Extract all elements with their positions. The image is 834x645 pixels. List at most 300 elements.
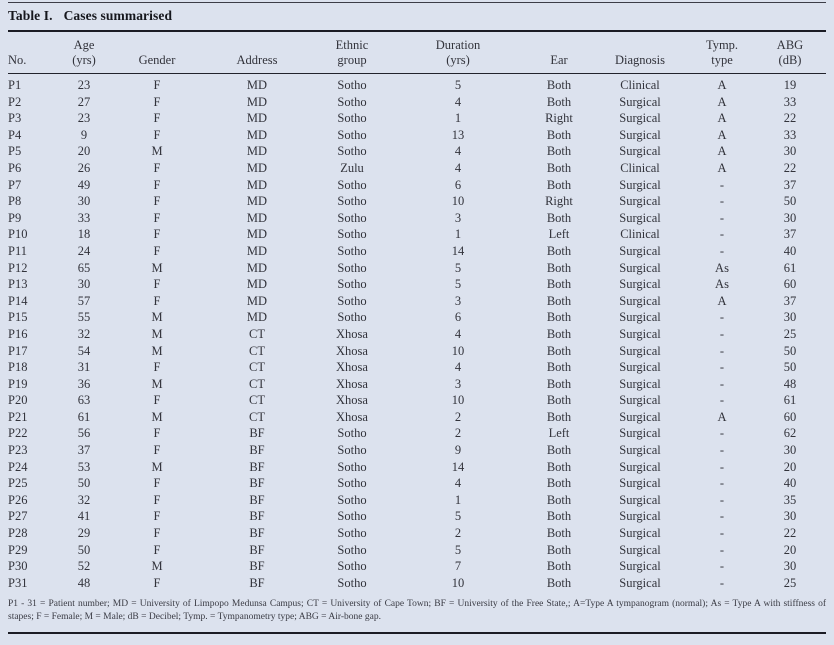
table-cell: CT — [249, 409, 265, 424]
table-cell: - — [719, 492, 725, 507]
table-cell: 41 — [77, 509, 91, 524]
table-cell: CT — [249, 376, 265, 391]
table-cell: 2 — [454, 526, 462, 541]
table-cell: 36 — [77, 376, 91, 391]
table-cell: Sotho — [337, 293, 367, 308]
table-cell: F — [153, 509, 161, 524]
table-cell: 14 — [451, 243, 465, 258]
table-row — [8, 525, 826, 542]
table-cell: 63 — [77, 393, 91, 408]
table-cell: A — [717, 111, 727, 126]
table-cell: F — [153, 78, 161, 92]
table-cell: MD — [246, 127, 268, 142]
table-cell: - — [719, 310, 725, 325]
table-cell: 30 — [783, 210, 797, 225]
column-header — [8, 32, 52, 74]
table-cell: F — [153, 94, 161, 109]
table-row — [8, 492, 826, 509]
table-cell: Sotho — [337, 526, 367, 541]
table-cell: P19 — [8, 376, 28, 391]
table-cell: Sotho — [337, 443, 367, 458]
table-cell: MD — [246, 293, 268, 308]
table-cell: Both — [546, 542, 572, 557]
table-cell: 50 — [783, 194, 797, 209]
table-cell: P8 — [8, 194, 22, 209]
table-cell: BF — [249, 509, 265, 524]
table-cell: Sotho — [337, 310, 367, 325]
table-row — [8, 409, 826, 426]
table-cell: F — [153, 194, 161, 209]
table-cell: Surgical — [619, 293, 661, 308]
table-cell: 2 — [454, 426, 462, 441]
table-cell: M — [151, 144, 163, 159]
column-header — [116, 32, 198, 74]
table-cell: F — [153, 127, 161, 142]
table-cell: A — [717, 144, 727, 159]
table-cell: 5 — [454, 260, 462, 275]
table-cell: Surgical — [619, 111, 661, 126]
table-cell: 6 — [454, 177, 462, 192]
table-cell: 6 — [454, 310, 462, 325]
table-cell: - — [719, 177, 725, 192]
table-cell: Sotho — [337, 575, 367, 590]
column-header — [198, 32, 316, 74]
table-cell: Left — [548, 426, 570, 441]
table-cell: Left — [548, 227, 570, 242]
table-cell: Sotho — [337, 177, 367, 192]
table-cell: BF — [249, 492, 265, 507]
table-cell: Sotho — [337, 144, 367, 159]
table-cell: 57 — [77, 293, 91, 308]
table-cell: Both — [546, 293, 572, 308]
table-row — [8, 110, 826, 127]
column-header-line2: (dB) — [778, 52, 802, 67]
table-cell: Sotho — [337, 426, 367, 441]
table-cell: M — [151, 459, 163, 474]
table-cell: P20 — [8, 393, 28, 408]
table-cell: - — [719, 343, 725, 358]
table-cell: MD — [246, 160, 268, 175]
table-cell: 48 — [77, 575, 91, 590]
table-cell: Sotho — [337, 559, 367, 574]
table-cell: Surgical — [619, 127, 661, 142]
table-cell: Surgical — [619, 409, 661, 424]
column-header-line1: ABG — [776, 38, 804, 52]
table-cell: 48 — [783, 376, 797, 391]
table-cell: 50 — [783, 343, 797, 358]
table-row — [8, 425, 826, 442]
table-cell: MD — [246, 194, 268, 209]
table-cell: 31 — [77, 360, 91, 375]
table-cell: 62 — [783, 426, 797, 441]
table-cell: 19 — [783, 78, 797, 92]
table-cell: 4 — [454, 94, 462, 109]
table-cell: 35 — [783, 492, 797, 507]
table-cell: - — [719, 393, 725, 408]
table-footnote: P1 - 31 = Patient number; MD = University of Limpopo Medunsa Campus; CT = University of Cape Town; BF = University of the Free State,; A=Type A tympanogram (normal); As = Type A with stiffness of stapes; F = Female; M = Male; dB = Decibel; Tymp. = Tympanometry type; ABG = Air-bone gap. — [8, 599, 826, 622]
cases-table — [8, 32, 826, 591]
table-cell: 5 — [454, 78, 462, 92]
table-cell: BF — [249, 559, 265, 574]
table-cell: 4 — [454, 160, 462, 175]
table-cell: F — [153, 277, 161, 292]
table-cell: Surgical — [619, 526, 661, 541]
table-row — [8, 558, 826, 575]
table-cell: Surgical — [619, 260, 661, 275]
table-cell: 5 — [454, 277, 462, 292]
table-cell: BF — [249, 542, 265, 557]
table-cell: Both — [546, 393, 572, 408]
table-cell: A — [717, 409, 727, 424]
table-cell: Surgical — [619, 492, 661, 507]
table-cell: 4 — [454, 476, 462, 491]
table-cell: - — [719, 210, 725, 225]
table-cell: Sotho — [337, 210, 367, 225]
table-row — [8, 442, 826, 459]
table-cell: 40 — [783, 243, 797, 258]
table-cell: 22 — [783, 111, 797, 126]
table-cell: 49 — [77, 177, 91, 192]
table-cell: Sotho — [337, 459, 367, 474]
table-cell: F — [153, 210, 161, 225]
table-cell: - — [719, 509, 725, 524]
table-cell: M — [151, 326, 163, 341]
table-cell: 30 — [783, 310, 797, 325]
table-cell: 33 — [783, 127, 797, 142]
table-cell: - — [719, 459, 725, 474]
table-cell: Right — [545, 194, 573, 209]
table-cell: 25 — [783, 326, 797, 341]
table-cell: Both — [546, 343, 572, 358]
table-cell: BF — [249, 459, 265, 474]
table-cell: 30 — [783, 559, 797, 574]
table-cell: Surgical — [619, 575, 661, 590]
table-cell: P2 — [8, 94, 22, 109]
table-cell: MD — [246, 310, 268, 325]
table-cell: P12 — [8, 260, 28, 275]
column-header-line2: (yrs) — [72, 52, 96, 67]
table-cell: Surgical — [619, 376, 661, 391]
column-header-line2: Address — [236, 52, 278, 67]
table-cell: Sotho — [337, 227, 367, 242]
table-cell: Surgical — [619, 277, 661, 292]
column-header-line2: Gender — [138, 52, 176, 67]
table-cell: Sotho — [337, 476, 367, 491]
table-cell: Surgical — [619, 476, 661, 491]
table-cell: 37 — [783, 227, 797, 242]
table-cell: Both — [546, 127, 572, 142]
table-cell: Both — [546, 360, 572, 375]
table-cell: P27 — [8, 509, 28, 524]
table-cell: 30 — [783, 509, 797, 524]
table-row — [8, 459, 826, 476]
table-cell: P7 — [8, 177, 22, 192]
table-row — [8, 74, 826, 94]
table-cell: Surgical — [619, 443, 661, 458]
table-cell: 3 — [454, 376, 462, 391]
table-cell: 50 — [77, 542, 91, 557]
table-cell: Sotho — [337, 94, 367, 109]
table-cell: A — [717, 160, 727, 175]
table-row — [8, 243, 826, 260]
table-cell: - — [719, 243, 725, 258]
table-cell: BF — [249, 476, 265, 491]
table-cell: P15 — [8, 310, 28, 325]
table-cell: Sotho — [337, 243, 367, 258]
table-cell: 14 — [451, 459, 465, 474]
table-cell: 60 — [783, 277, 797, 292]
table-header — [8, 32, 826, 74]
table-cell: Surgical — [619, 310, 661, 325]
column-header-line2: (yrs) — [446, 52, 470, 67]
table-cell: P6 — [8, 160, 22, 175]
table-cell: P25 — [8, 476, 28, 491]
table-cell: Sotho — [337, 277, 367, 292]
table-cell: Sotho — [337, 194, 367, 209]
table-cell: 56 — [77, 426, 91, 441]
table-cell: 20 — [77, 144, 91, 159]
table-cell: - — [719, 559, 725, 574]
table-cell: P23 — [8, 443, 28, 458]
table-cell: Both — [546, 310, 572, 325]
table-cell: P4 — [8, 127, 22, 142]
table-cell: 61 — [783, 260, 797, 275]
column-header-line1: Age — [73, 38, 95, 52]
table-cell: M — [151, 260, 163, 275]
table-cell: 60 — [783, 409, 797, 424]
column-header-line1: Ethnic — [335, 38, 369, 52]
table-cell: BF — [249, 426, 265, 441]
table-cell: P13 — [8, 277, 28, 292]
table-cell: Both — [546, 459, 572, 474]
table-cell: Surgical — [619, 94, 661, 109]
table-cell: As — [715, 260, 729, 275]
table-cell: CT — [249, 360, 265, 375]
table-cell: Both — [546, 526, 572, 541]
table-cell: Sotho — [337, 111, 367, 126]
column-header — [316, 32, 388, 74]
table-cell: F — [153, 243, 161, 258]
table-cell: F — [153, 111, 161, 126]
table-cell: 61 — [783, 393, 797, 408]
table-cell: 23 — [77, 78, 91, 92]
table-cell: F — [153, 575, 161, 590]
table-cell: Surgical — [619, 243, 661, 258]
table-cell: A — [717, 94, 727, 109]
table-cell: F — [153, 160, 161, 175]
table-cell: MD — [246, 260, 268, 275]
table-cell: P18 — [8, 360, 28, 375]
table-cell: P10 — [8, 227, 28, 242]
table-cell: Surgical — [619, 393, 661, 408]
table-cell: 65 — [77, 260, 91, 275]
column-header — [528, 32, 590, 74]
table-cell: M — [151, 310, 163, 325]
table-cell: Both — [546, 326, 572, 341]
table-row — [8, 260, 826, 277]
table-cell: 20 — [783, 459, 797, 474]
table-row — [8, 575, 826, 592]
column-header-line1: Tymp. — [705, 38, 739, 52]
table-cell: Sotho — [337, 509, 367, 524]
table-cell: Both — [546, 443, 572, 458]
table-cell: P29 — [8, 542, 28, 557]
table-cell: Xhosa — [336, 409, 368, 424]
table-row — [8, 343, 826, 360]
table-cell: 53 — [77, 459, 91, 474]
table-cell: Surgical — [619, 426, 661, 441]
table-cell: MD — [246, 243, 268, 258]
table-cell: 30 — [783, 443, 797, 458]
table-cell: Surgical — [619, 542, 661, 557]
table-cell: 25 — [783, 575, 797, 590]
table-row — [8, 193, 826, 210]
table-cell: MD — [246, 277, 268, 292]
table-cell: Both — [546, 243, 572, 258]
table-row — [8, 177, 826, 194]
table-row — [8, 376, 826, 393]
column-header — [690, 32, 754, 74]
table-cell: Surgical — [619, 177, 661, 192]
table-cell: 22 — [783, 160, 797, 175]
table-cell: Clinical — [620, 78, 660, 92]
table-row — [8, 143, 826, 160]
table-cell: 32 — [77, 326, 91, 341]
table-title — [8, 3, 826, 30]
table-cell: 20 — [783, 542, 797, 557]
table-cell: 10 — [451, 343, 465, 358]
table-cell: 10 — [451, 575, 465, 590]
table-cell: F — [153, 542, 161, 557]
column-header-line1: Duration — [435, 38, 481, 52]
table-cell: Clinical — [620, 227, 660, 242]
table-cell: 37 — [77, 443, 91, 458]
table-cell: Xhosa — [336, 393, 368, 408]
table-cell: Surgical — [619, 144, 661, 159]
table-cell: Both — [546, 476, 572, 491]
table-cell: F — [153, 393, 161, 408]
table-cell: A — [717, 127, 727, 142]
table-cell: Both — [546, 575, 572, 590]
table-cell: Both — [546, 559, 572, 574]
column-header — [754, 32, 826, 74]
table-cell: 7 — [454, 559, 462, 574]
table-cell: Surgical — [619, 509, 661, 524]
table-cell: M — [151, 343, 163, 358]
column-header-line2: Ear — [550, 52, 568, 67]
table-cell: M — [151, 409, 163, 424]
table-cell: - — [719, 575, 725, 590]
table-cell: - — [719, 227, 725, 242]
table-cell: 29 — [77, 526, 91, 541]
table-cell: Both — [546, 376, 572, 391]
table-cell: 30 — [783, 144, 797, 159]
table-cell: Sotho — [337, 127, 367, 142]
table-cell: 55 — [77, 310, 91, 325]
table-cell: Sotho — [337, 260, 367, 275]
table-row — [8, 309, 826, 326]
table-cell: P28 — [8, 526, 28, 541]
table-row — [8, 542, 826, 559]
table-cell: - — [719, 542, 725, 557]
table-cell: BF — [249, 575, 265, 590]
table-cell: 27 — [77, 94, 91, 109]
table-cell: CT — [249, 343, 265, 358]
table-cell: 5 — [454, 509, 462, 524]
table-cell: P14 — [8, 293, 28, 308]
table-cell: Sotho — [337, 492, 367, 507]
table-row — [8, 127, 826, 144]
table-cell: M — [151, 559, 163, 574]
table-cell: P11 — [8, 243, 27, 258]
table-cell: 61 — [77, 409, 91, 424]
table-caption: Cases summarised — [63, 8, 173, 23]
table-row — [8, 210, 826, 227]
table-cell: - — [719, 326, 725, 341]
table-cell: CT — [249, 326, 265, 341]
table-cell: 40 — [783, 476, 797, 491]
table-cell: - — [719, 476, 725, 491]
table-cell: F — [153, 426, 161, 441]
table-cell: MD — [246, 227, 268, 242]
table-cell: - — [719, 376, 725, 391]
table-cell: 9 — [80, 127, 88, 142]
table-cell: 4 — [454, 360, 462, 375]
table-cell: P24 — [8, 459, 28, 474]
table-cell: P22 — [8, 426, 28, 441]
table-cell: 9 — [454, 443, 462, 458]
table-row — [8, 94, 826, 111]
table-row — [8, 508, 826, 525]
table-cell: F — [153, 492, 161, 507]
column-header — [388, 32, 528, 74]
table-header-row — [8, 32, 826, 74]
table-cell: BF — [249, 443, 265, 458]
table-cell: 24 — [77, 243, 91, 258]
table-cell: 1 — [454, 227, 462, 242]
column-header-line2: group — [337, 52, 367, 67]
table-cell: P26 — [8, 492, 28, 507]
table-cell: As — [715, 277, 729, 292]
table-cell: MD — [246, 144, 268, 159]
table-cell: 5 — [454, 542, 462, 557]
table-row — [8, 475, 826, 492]
table-cell: 26 — [77, 160, 91, 175]
table-cell: P16 — [8, 326, 28, 341]
table-cell: Surgical — [619, 343, 661, 358]
table-cell: 30 — [77, 194, 91, 209]
table-cell: 37 — [783, 177, 797, 192]
table-cell: Both — [546, 509, 572, 524]
table-cell: F — [153, 227, 161, 242]
table-row — [8, 359, 826, 376]
table-cell: P5 — [8, 144, 22, 159]
table-cell: Surgical — [619, 559, 661, 574]
table-cell: Xhosa — [336, 326, 368, 341]
table-cell: MD — [246, 78, 268, 92]
table-cell: F — [153, 177, 161, 192]
bottom-rule — [8, 632, 826, 634]
table-cell: 33 — [77, 210, 91, 225]
table-cell: Both — [546, 492, 572, 507]
table-cell: 18 — [77, 227, 91, 242]
table-cell: M — [151, 376, 163, 391]
table-cell: Both — [546, 144, 572, 159]
table-cell: 37 — [783, 293, 797, 308]
table-cell: - — [719, 360, 725, 375]
table-number: Table I. — [8, 8, 53, 23]
table-cell: 4 — [454, 144, 462, 159]
